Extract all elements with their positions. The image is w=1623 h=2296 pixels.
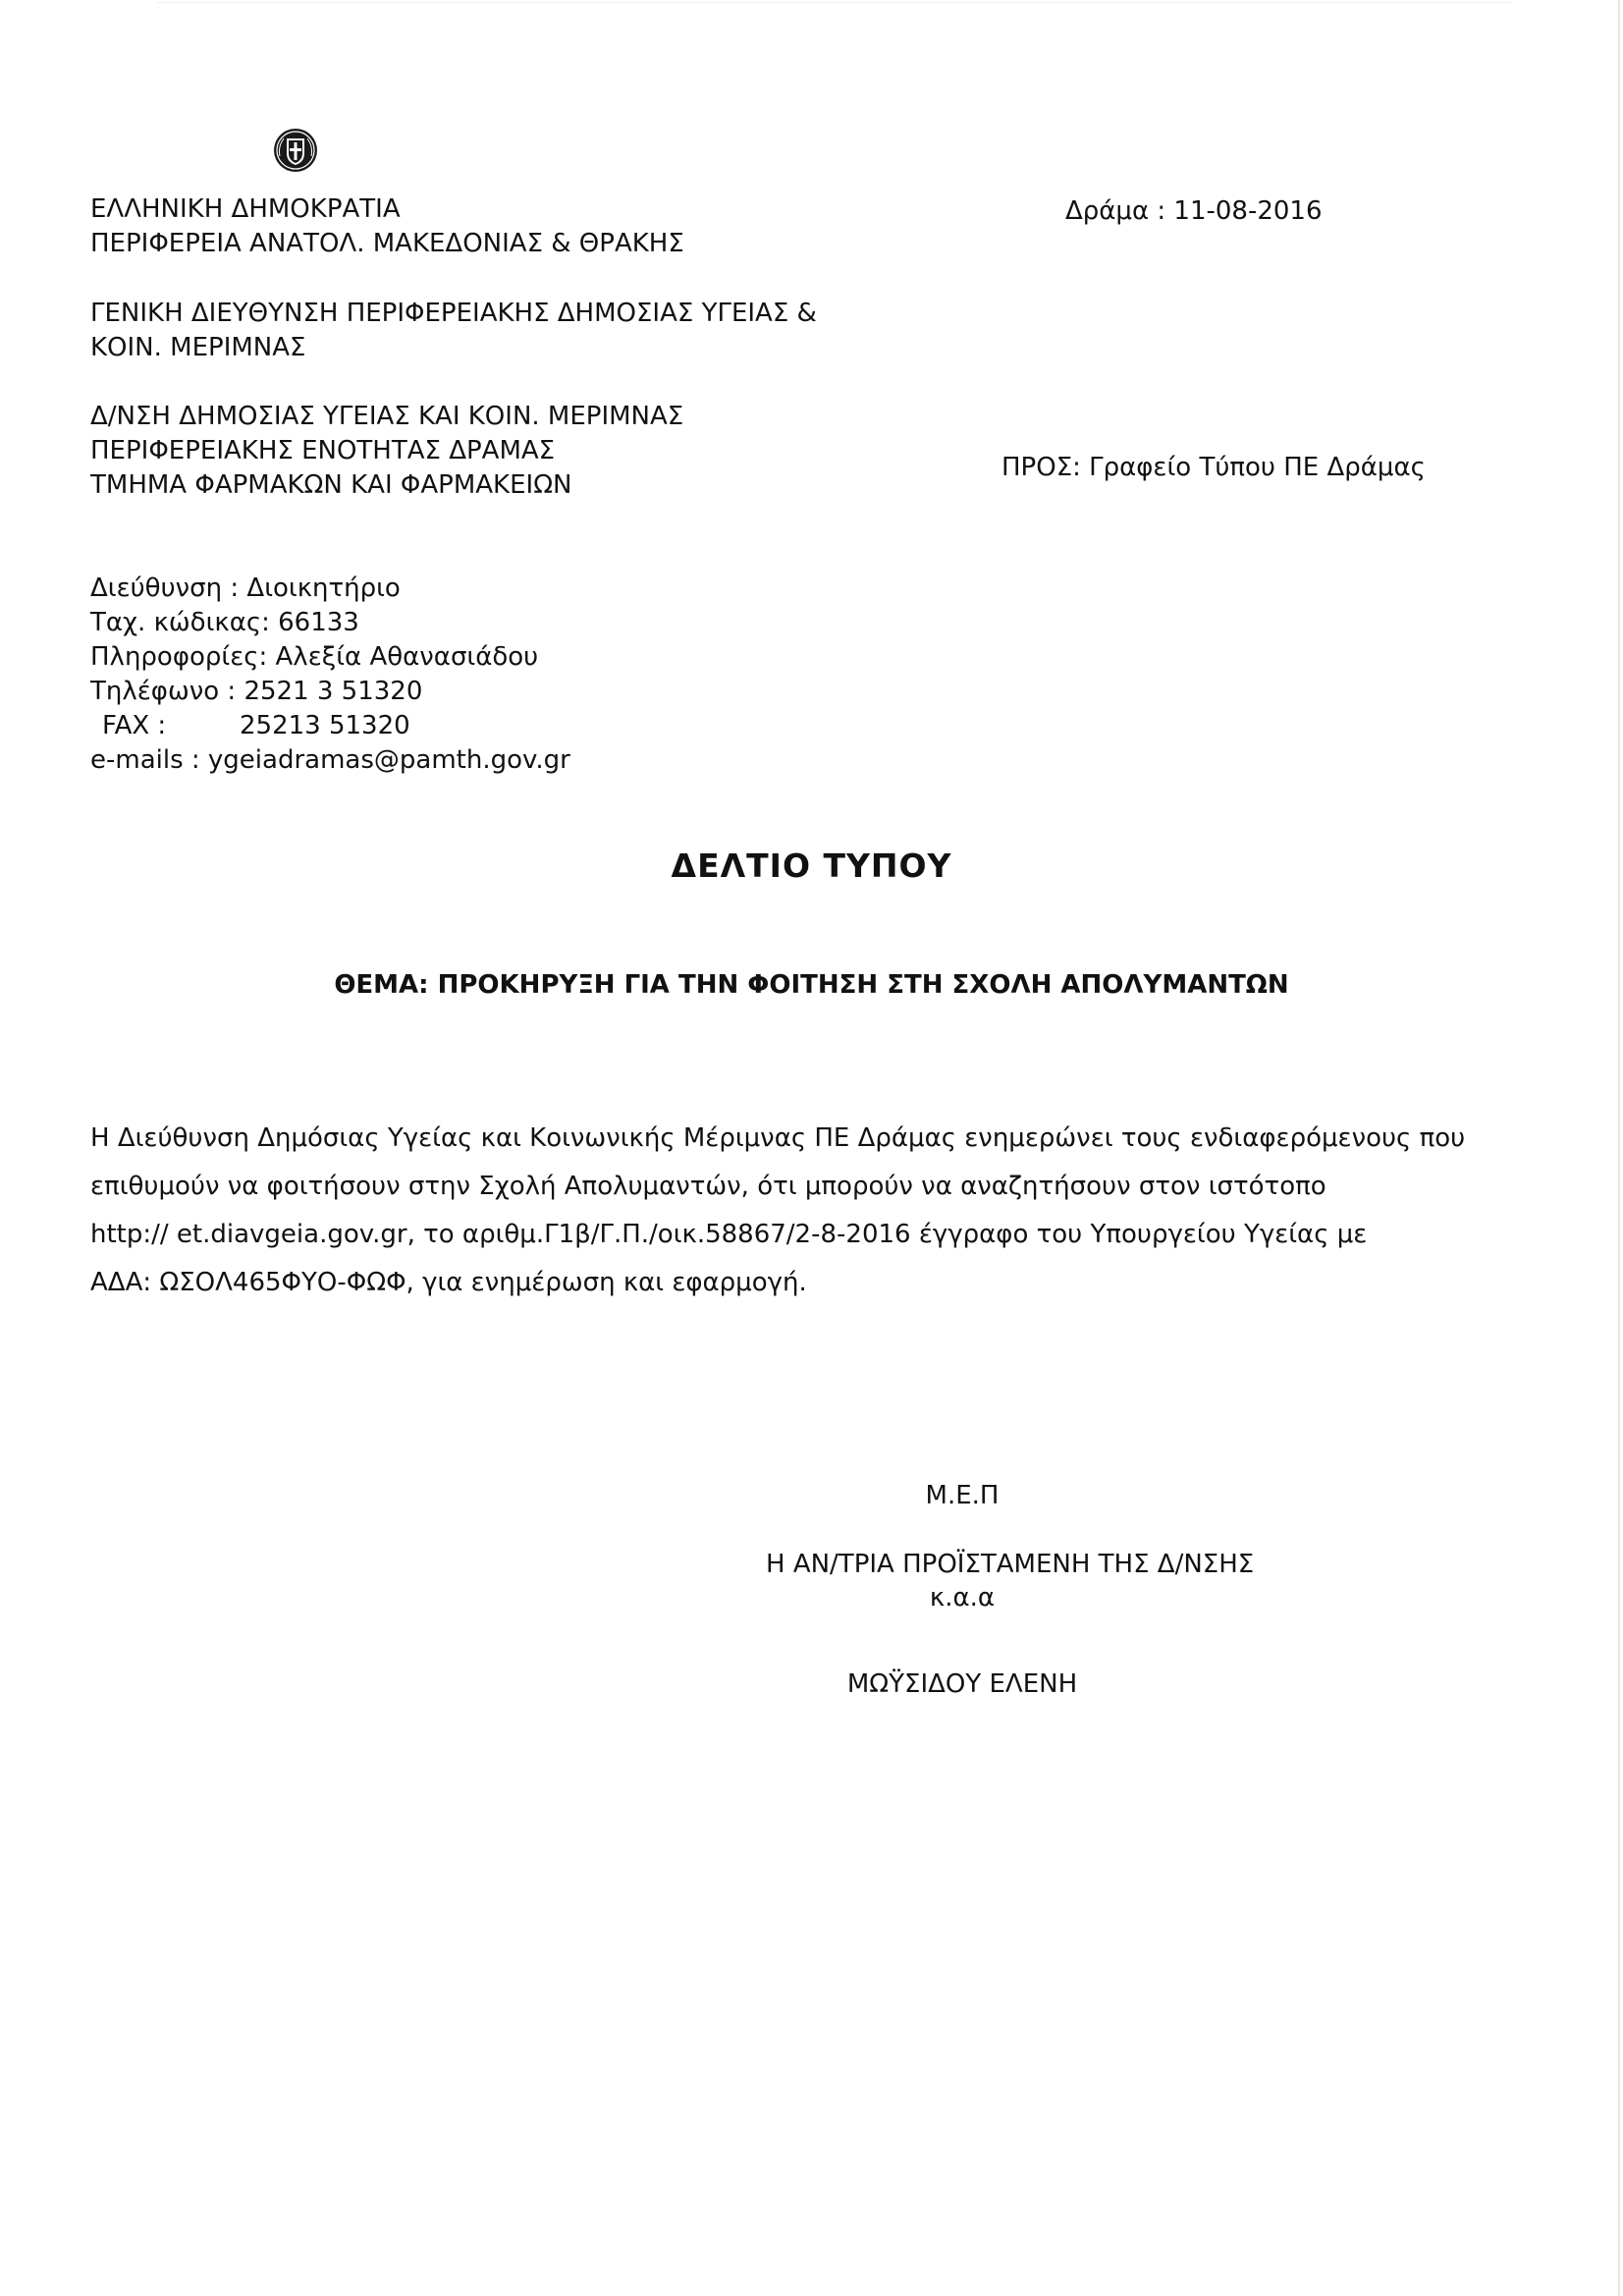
scan-right-edge — [1618, 0, 1620, 2296]
fax-value: 25213 51320 — [240, 711, 410, 740]
recipient: ΠΡΟΣ: Γραφείο Τύπου ΠΕ Δράμας — [1001, 453, 1426, 482]
document-subject: ΘΕΜΑ: ΠΡΟΚΗΡΥΞΗ ΓΙΑ ΤΗΝ ΦΟΙΤΗΣΗ ΣΤΗ ΣΧΟΛΗ ΑΠΟΛΥΜΑΝΤΩΝ — [334, 970, 1289, 1000]
contact-phone: Τηλέφωνο : 2521 3 51320 — [90, 677, 423, 706]
contact-email: e-mails : ygeiadramas@pamth.gov.gr — [90, 745, 570, 775]
issuer-region: ΠΕΡΙΦΕΡΕΙΑ ΑΝΑΤΟΛ. ΜΑΚΕΔΟΝΙΑΣ & ΘΡΑΚΗΣ — [90, 229, 684, 258]
document-title: ΔΕΛΤΙΟ ΤΥΠΟΥ — [671, 847, 952, 885]
fax-label: FAX : — [102, 711, 167, 740]
regional-unit: ΠΕΡΙΦΕΡΕΙΑΚΗΣ ΕΝΟΤΗΤΑΣ ΔΡΑΜΑΣ — [90, 436, 556, 465]
body-line: Η Διεύθυνση Δημόσιας Υγείας και Κοινωνικής Μέριμνας ΠΕ Δράμας ενημερώνει τους ενδιαφερόμενους που — [90, 1123, 1466, 1153]
signature-role: Η ΑΝ/ΤΡΙΑ ΠΡΟΪΣΤΑΜΕΝΗ ΤΗΣ Δ/ΝΣΗΣ — [766, 1550, 1255, 1579]
body-line: http:// et.diavgeia.gov.gr, το αριθμ.Γ1β/Γ.Π./οικ.58867/2-8-2016 έγγραφο του Υπουργείου Υγείας με — [90, 1220, 1368, 1249]
document-date: Δράμα : 11-08-2016 — [1065, 196, 1323, 226]
issuer-block — [90, 192, 684, 261]
contact-block — [90, 572, 570, 778]
contact-info-person: Πληροφορίες: Αλεξία Αθανασιάδου — [90, 642, 539, 672]
directorate-name: Δ/ΝΣΗ ΔΗΜΟΣΙΑΣ ΥΓΕΙΑΣ ΚΑΙ ΚΟΙΝ. ΜΕΡΙΜΝΑΣ — [90, 402, 684, 431]
body-line: επιθυμούν να φοιτήσουν στην Σχολή Απολυμαντών, ότι μπορούν να αναζητήσουν στον ιστότοπο — [90, 1172, 1326, 1201]
signature-closing: Μ.Ε.Π — [925, 1481, 1000, 1510]
contact-fax — [90, 709, 570, 743]
body-line: ΑΔΑ: ΩΣΟΛ465ΦΥΟ-ΦΩΦ, για ενημέρωση και εφαρμογή. — [90, 1268, 807, 1297]
general-directorate — [90, 297, 817, 365]
general-directorate-line2: ΚΟΙΝ. ΜΕΡΙΜΝΑΣ — [90, 333, 306, 362]
scan-top-edge — [157, 2, 1512, 3]
department-block — [90, 400, 683, 503]
department-name: ΤΜΗΜΑ ΦΑΡΜΑΚΩΝ ΚΑΙ ΦΑΡΜΑΚΕΙΩΝ — [90, 470, 572, 500]
signature-abbr: κ.α.α — [929, 1583, 996, 1613]
body-paragraph — [90, 1115, 1543, 1307]
signature-name: ΜΩΫΣΙΔΟΥ ΕΛΕΝΗ — [846, 1669, 1078, 1699]
greek-coat-of-arms-icon — [272, 127, 319, 174]
contact-address: Διεύθυνση : Διοικητήριο — [90, 574, 401, 603]
issuer-country: ΕΛΛΗΝΙΚΗ ΔΗΜΟΚΡΑΤΙΑ — [90, 194, 401, 224]
general-directorate-line1: ΓΕΝΙΚΗ ΔΙΕΥΘΥΝΣΗ ΠΕΡΙΦΕΡΕΙΑΚΗΣ ΔΗΜΟΣΙΑΣ ΥΓΕΙΑΣ & — [90, 299, 817, 328]
contact-postal-code: Ταχ. κώδικας: 66133 — [90, 608, 359, 637]
